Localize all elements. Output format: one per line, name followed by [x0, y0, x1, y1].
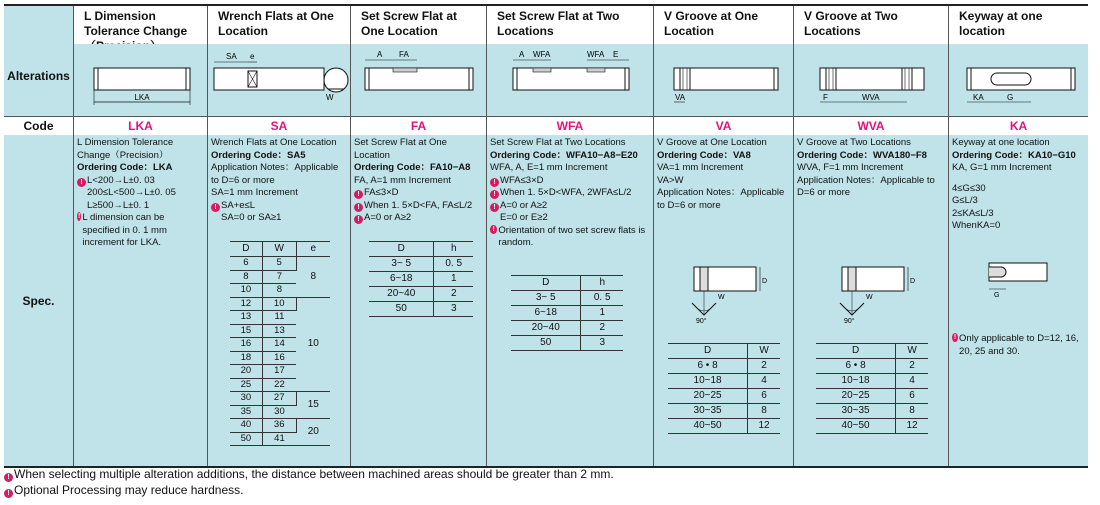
sa-cell: 15	[230, 324, 262, 338]
footer-note-2: ! Optional Processing may reduce hardness.	[4, 483, 243, 498]
warning-icon: !	[490, 203, 499, 212]
fa-cell: 0. 5	[434, 257, 473, 272]
fa-cell: 3	[434, 302, 473, 317]
spec-sa	[208, 135, 351, 466]
va-cell: 2	[748, 359, 780, 374]
wfa-row	[511, 336, 623, 351]
sa-cell: 16	[262, 351, 296, 365]
va-row	[668, 374, 780, 389]
va-ordering: Ordering Code：VA8	[657, 149, 751, 161]
sa-app: Application Notes：Applicable to D=6 or more	[211, 162, 339, 186]
wva-row	[816, 419, 928, 434]
fa-th-d: D	[369, 242, 434, 257]
lka-tol-1: ! L<200→L±0. 03	[77, 175, 204, 188]
va-groove-diagram	[656, 259, 790, 339]
sa-cell: 8	[262, 284, 296, 298]
fa-ordering: Ordering Code：FA10−A8	[354, 162, 471, 173]
sa-cell: 17	[262, 365, 296, 379]
wfa-inc: WFA, A, E=1 mm Increment	[490, 162, 608, 173]
sa-cell: 27	[262, 392, 296, 406]
code-fa: FA	[351, 117, 487, 135]
wfa-cell: 3~ 5	[511, 291, 581, 306]
header-wva: V Groove at Two Locations	[794, 6, 949, 44]
warning-icon: !	[354, 190, 363, 199]
fa-cell: 3~ 5	[369, 257, 434, 272]
code-va: VA	[654, 117, 794, 135]
spec-wfa	[487, 135, 654, 466]
wfa-th-d: D	[511, 276, 581, 291]
sa-cell: 50	[230, 432, 262, 446]
lka-tol-2: 200≤L<500→L±0. 05	[87, 187, 176, 198]
va-w-label: W	[718, 294, 725, 301]
fa-cell: 6~18	[369, 272, 434, 287]
fa-row	[369, 257, 473, 272]
spec-wva	[794, 135, 949, 466]
code-wva: WVA	[794, 117, 949, 135]
wva-wva-label: WVA	[862, 93, 880, 102]
wva-row	[816, 404, 928, 419]
fa-cond-2: ! When 1. 5×D<FA, FA≤L/2	[354, 200, 483, 213]
sa-e-cell: 10	[296, 297, 330, 392]
ka-spec-g-label: G	[994, 292, 1000, 299]
va-row	[668, 419, 780, 434]
wva-title: V Groove at Two Locations	[797, 137, 911, 148]
wva-cell: 10~18	[816, 374, 896, 389]
sa-cell: 13	[262, 324, 296, 338]
va-cell: 8	[748, 404, 780, 419]
spec-va	[654, 135, 794, 466]
wva-row	[816, 389, 928, 404]
wfa-cond-1: ! WFA≤3×D	[490, 175, 650, 188]
wfa-ordering: Ordering Code：WFA10−A8−E20	[490, 149, 638, 161]
fa-cell: 20~40	[369, 287, 434, 302]
sa-w-label: W	[326, 93, 334, 102]
warning-icon: !	[211, 203, 220, 212]
fa-row	[369, 287, 473, 302]
wfa-cell: 50	[511, 336, 581, 351]
va-cell: 10~18	[668, 374, 748, 389]
ka-g-label: G	[1007, 93, 1014, 102]
sa-e-label: e	[250, 52, 255, 61]
va-row	[668, 389, 780, 404]
wfa-wfa1-label: WFA	[533, 50, 551, 59]
sa-e-cell: 20	[296, 419, 330, 446]
alterations-row	[4, 44, 1088, 116]
sa-cell: 22	[262, 378, 296, 392]
ka-title: Keyway at one location	[952, 137, 1050, 148]
sa-cell: 36	[262, 419, 296, 433]
fa-inc: FA, A=1 mm Increment	[354, 174, 451, 186]
va-spec-table	[668, 343, 780, 434]
diagram-va	[654, 44, 794, 116]
diagram-ka	[949, 44, 1088, 116]
wfa-cond-3: ! A=0 or A≥2	[490, 200, 650, 213]
warning-icon: !	[78, 213, 81, 220]
wfa-cell: 0. 5	[581, 291, 623, 306]
sa-cell: 6	[230, 257, 262, 271]
warning-icon: !	[77, 178, 86, 187]
wfa-cell: 1	[581, 306, 623, 321]
wva-row	[816, 359, 928, 374]
wva-angle-label: 90°	[844, 318, 855, 325]
sa-cell: 16	[230, 338, 262, 352]
ka-ordering: Ordering Code：KA10−G10	[952, 149, 1076, 161]
warning-icon: !	[953, 334, 957, 341]
sa-cell: 18	[230, 351, 262, 365]
sa-cell: 10	[262, 297, 296, 311]
warning-icon: !	[354, 203, 363, 212]
wva-th-w: W	[896, 344, 928, 359]
va-cell: 30~35	[668, 404, 748, 419]
wva-groove-diagram	[796, 259, 946, 339]
wfa-e-label: E	[613, 50, 619, 59]
wfa-wfa2-label: WFA	[587, 50, 605, 59]
va-inc: VA=1 mm Increment	[657, 162, 744, 173]
va-th-d: D	[668, 344, 748, 359]
va-row	[668, 404, 780, 419]
spec-ka	[949, 135, 1088, 466]
sa-ordering: Ordering Code：SA5	[211, 149, 306, 161]
sa-spec-table	[230, 241, 330, 446]
wfa-th-h: h	[581, 276, 623, 291]
wfa-row	[511, 321, 623, 336]
wva-spec-table	[816, 343, 928, 434]
diagram-sa	[208, 44, 351, 116]
sa-cell: 40	[230, 419, 262, 433]
sa-cell: 20	[230, 365, 262, 379]
ka-cond-3: 2≤KA≤L/3	[952, 207, 994, 219]
va-label: VA	[675, 93, 686, 102]
lka-title: L Dimension Tolerance Change（Precision）	[77, 137, 174, 161]
wva-cell: 6 • 8	[816, 359, 896, 374]
wfa-cond-4: ! Orientation of two set screw flats is random.	[490, 225, 650, 250]
sa-cell: 25	[230, 378, 262, 392]
warning-icon: !	[490, 190, 499, 199]
spec-fa	[351, 135, 487, 466]
wva-th-d: D	[816, 344, 896, 359]
wva-cell: 8	[896, 404, 928, 419]
alterations-table	[4, 4, 1088, 468]
fa-spec-table	[369, 241, 473, 317]
wva-ordering: Ordering Code：WVA180−F8	[797, 149, 927, 161]
sa-row	[230, 257, 330, 271]
sa-cell: 30	[230, 392, 262, 406]
fa-cell: 50	[369, 302, 434, 317]
diagram-wva	[794, 44, 949, 116]
wfa-cell: 20~40	[511, 321, 581, 336]
wva-cell: 30~35	[816, 404, 896, 419]
ka-cond-1: 4≤G≤30	[952, 182, 986, 194]
sa-row	[230, 297, 330, 311]
ka-cond-2: G≤L/3	[952, 195, 978, 206]
warning-icon: !	[490, 225, 497, 234]
va-cell: 4	[748, 374, 780, 389]
wfa-cond-3b: E=0 or E≥2	[500, 212, 548, 223]
va-title: V Groove at One Location	[657, 137, 767, 148]
sa-cell: 7	[262, 270, 296, 284]
wva-cell: 2	[896, 359, 928, 374]
warning-icon: !	[490, 178, 499, 187]
header-ka: Keyway at one location	[959, 9, 1043, 38]
wva-d-label: D	[910, 278, 916, 285]
sa-e-cell: 8	[296, 257, 330, 298]
code-row	[4, 116, 1088, 136]
diagram-lka	[74, 44, 208, 116]
fa-cond-1: ! FA≤3×D	[354, 187, 483, 200]
wva-inc: WVA, F=1 mm Increment	[797, 162, 904, 173]
va-cell: 6 • 8	[668, 359, 748, 374]
sa-th-e: e	[296, 242, 330, 257]
wva-app: Application Notes：Applicable to D=6 or more	[797, 174, 935, 198]
diagram-fa	[351, 44, 487, 116]
ka-inc: KA, G=1 mm Increment	[952, 162, 1052, 173]
wfa-cell: 3	[581, 336, 623, 351]
lka-label: LKA	[134, 93, 150, 102]
va-th-w: W	[748, 344, 780, 359]
wfa-row	[511, 291, 623, 306]
sa-e-cell: 15	[296, 392, 330, 419]
sa-cell: 12	[230, 297, 262, 311]
warning-icon: !	[4, 489, 13, 498]
header-row	[4, 6, 1088, 44]
wfa-cell: 2	[581, 321, 623, 336]
lka-note: ! L dimension can be specified in 0. 1 mm increment for LKA.	[78, 212, 167, 248]
sa-th-w: W	[262, 242, 296, 257]
sa-cell: 14	[262, 338, 296, 352]
wva-cell: 6	[896, 389, 928, 404]
sa-th-d: D	[230, 242, 262, 257]
ka-cond-4: WhenKA=0	[952, 220, 1001, 231]
va-app: Application Notes：Applicable to D=6 or more	[657, 187, 785, 211]
va-angle-label: 90°	[696, 318, 707, 325]
fa-a-label: A	[377, 50, 383, 59]
va-row	[668, 359, 780, 374]
fa-row	[369, 272, 473, 287]
row-label-alterations: Alterations	[4, 6, 74, 116]
sa-cell: 11	[262, 311, 296, 325]
va-cond: VA>W	[657, 174, 684, 186]
warning-icon: !	[354, 215, 363, 224]
sa-cell: 8	[230, 270, 262, 284]
ka-ka-label: KA	[973, 93, 984, 102]
sa-cell: 41	[262, 432, 296, 446]
warning-icon: !	[4, 473, 13, 482]
wfa-title: Set Screw Flat at Two Locations	[490, 137, 626, 148]
wfa-cell: 6~18	[511, 306, 581, 321]
code-ka: KA	[1009, 119, 1028, 133]
wfa-cond-2: ! When 1. 5×D<WFA, 2WFA≤L/2	[490, 187, 650, 200]
fa-cell: 2	[434, 287, 473, 302]
sa-title: Wrench Flats at One Location	[211, 137, 337, 148]
lka-ordering: Ordering Code：LKA	[77, 162, 173, 173]
va-cell: 12	[748, 419, 780, 434]
wva-row	[816, 374, 928, 389]
header-fa: Set Screw Flat at One Location	[351, 6, 487, 44]
sa-inc: SA=1 mm Increment	[211, 187, 298, 198]
sa-label: SA	[226, 52, 237, 61]
wva-f-label: F	[823, 93, 828, 102]
va-d-label: D	[762, 278, 768, 285]
sa-cond-2: SA=0 or SA≥1	[221, 212, 282, 223]
sa-cell: 5	[262, 257, 296, 271]
footer-note-1: ! When selecting multiple alteration additions, the distance between machined areas should be greater than 2 mm.	[4, 467, 614, 482]
code-sa: SA	[208, 117, 351, 135]
wfa-spec-table	[511, 275, 623, 351]
wva-cell: 40~50	[816, 419, 896, 434]
sa-row	[230, 419, 330, 433]
sa-cell: 30	[262, 405, 296, 419]
wva-cell: 12	[896, 419, 928, 434]
sa-cell: 10	[230, 284, 262, 298]
spec-row	[4, 135, 1088, 466]
va-cell: 6	[748, 389, 780, 404]
va-cell: 20~25	[668, 389, 748, 404]
fa-cell: 1	[434, 272, 473, 287]
wva-cell: 4	[896, 374, 928, 389]
ka-note: ! Only applicable to D=12, 16, 20, 25 and 30.	[953, 333, 1079, 357]
sa-cond-1: ! SA+e≤L	[211, 200, 347, 213]
lka-tol-3: L≥500→L±0. 1	[87, 199, 150, 211]
row-label-code: Code	[4, 117, 74, 135]
row-label-spec: Spec.	[4, 135, 74, 466]
header-lka: L Dimension Tolerance Change	[4, 6, 208, 44]
spec-lka	[74, 135, 208, 466]
wva-w-label: W	[866, 294, 873, 301]
header-wfa: Set Screw Flat at Two Locations	[487, 6, 654, 44]
wva-cell: 20~25	[816, 389, 896, 404]
sa-row	[230, 392, 330, 406]
header-sa: Wrench Flats at One Location	[208, 6, 351, 44]
fa-title: Set Screw Flat at One Location	[354, 137, 447, 161]
code-lka: LKA	[74, 117, 208, 135]
header-va: V Groove at One Location	[654, 6, 794, 44]
fa-th-h: h	[434, 242, 473, 257]
wfa-row	[511, 306, 623, 321]
sa-cell: 13	[230, 311, 262, 325]
wfa-a-label: A	[519, 50, 525, 59]
sa-cell: 35	[230, 405, 262, 419]
code-wfa: WFA	[487, 117, 654, 135]
diagram-wfa	[487, 44, 654, 116]
fa-fa-label: FA	[399, 50, 409, 59]
fa-cond-3: ! A=0 or A≥2	[354, 212, 483, 225]
ka-keyway-diagram	[979, 259, 1059, 299]
fa-row	[369, 302, 473, 317]
va-cell: 40~50	[668, 419, 748, 434]
